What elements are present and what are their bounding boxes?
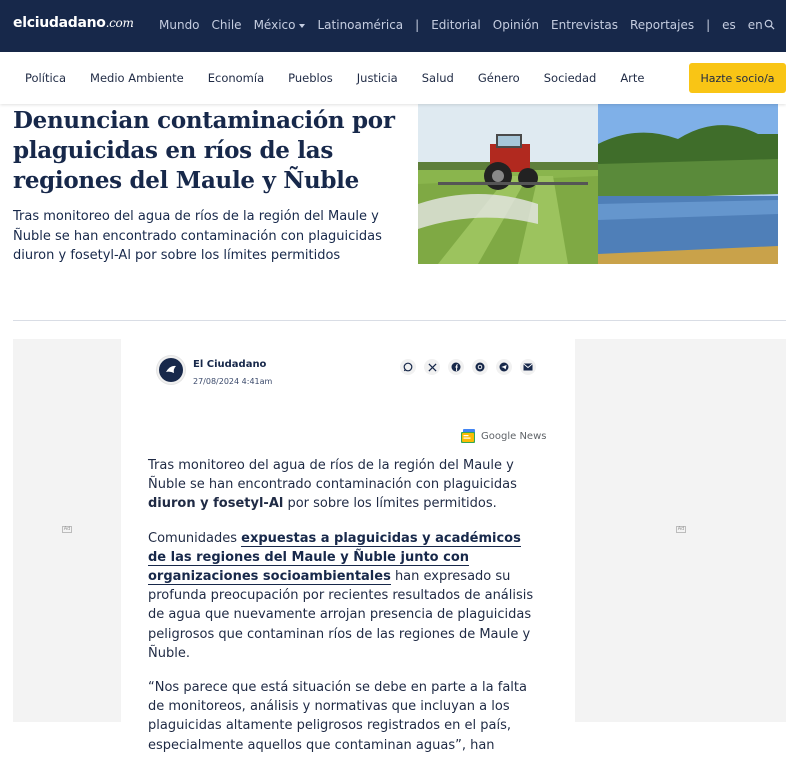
search-icon[interactable] — [764, 19, 775, 30]
x-icon[interactable] — [424, 359, 440, 375]
section-divider — [13, 320, 786, 321]
p1-end: por sobre los límites permitidos. — [283, 496, 497, 512]
paragraph-1 — [148, 456, 543, 514]
chevron-down-icon — [299, 24, 305, 28]
google-news-label: Google News — [481, 430, 547, 442]
logo-main: elciudadano — [13, 15, 106, 31]
category-bar — [0, 52, 786, 104]
nav-editorial[interactable]: Editorial — [431, 18, 481, 32]
p1-bold: diuron y fosetyl-Al — [148, 496, 284, 512]
telegram-icon[interactable] — [496, 359, 512, 375]
article-lead: Tras monitoreo del agua de ríos de la región del Maule y Ñuble se han encontrado contaminación con plaguicidas diuron y fosetyl-Al por sobre los límites permitidos — [13, 209, 382, 263]
nav-latinoamerica[interactable]: Latinoamérica — [317, 18, 404, 32]
ad-slot-left[interactable] — [13, 339, 121, 722]
author-name[interactable]: El Ciudadano — [193, 359, 267, 370]
category-pueblos[interactable]: Pueblos — [288, 71, 333, 85]
bird-logo-icon — [157, 356, 185, 384]
google-news-badge[interactable] — [461, 429, 546, 443]
nav-entrevistas[interactable]: Entrevistas — [551, 18, 618, 32]
nav-mexico-label: México — [253, 18, 296, 32]
category-justicia[interactable]: Justicia — [356, 71, 398, 85]
top-navbar — [0, 0, 786, 52]
paragraph-3: “Nos parece que está situación se debe en parte a la falta de monitoreos, análisis y normativas que incluyan a los plaguicidas altamente peligrosos registrados en el país, especialmente aquellos que contaminan aguas”, han — [148, 680, 527, 753]
share-bar — [400, 359, 544, 375]
category-medio-ambiente[interactable]: Medio Ambiente — [90, 71, 184, 85]
whatsapp-icon[interactable] — [400, 359, 416, 375]
author-avatar[interactable] — [157, 356, 185, 384]
p1-text: Tras monitoreo del agua de ríos de la región del Maule y Ñuble se han encontrado contaminación con plaguicidas — [148, 458, 517, 493]
category-salud[interactable]: Salud — [421, 71, 454, 85]
article-link[interactable]: expuestas a plaguicidas y académicos de las regiones del Maule y Ñuble junto con organizaciones socioambientales — [148, 530, 521, 585]
nav-mundo[interactable]: Mundo — [159, 18, 200, 32]
article-body — [148, 456, 543, 770]
nav-reportajes[interactable]: Reportajes — [630, 18, 695, 32]
article-title: Denuncian contaminación por plaguicidas en ríos de las regiones del Maule y Ñuble — [13, 107, 395, 194]
google-news-icon — [461, 429, 477, 443]
p2-start: Comunidades — [148, 530, 242, 546]
threads-icon[interactable] — [472, 359, 488, 375]
ad-icon: Ad — [63, 526, 71, 532]
top-nav — [159, 17, 775, 33]
category-arte[interactable]: Arte — [620, 71, 645, 85]
nav-opinion[interactable]: Opinión — [492, 18, 540, 32]
lang-es[interactable]: es — [722, 18, 736, 32]
nav-separator: | — [706, 18, 711, 32]
hero-image — [418, 104, 778, 264]
category-politica[interactable]: Política — [25, 71, 67, 85]
category-list — [25, 71, 669, 85]
nav-chile[interactable]: Chile — [211, 18, 242, 32]
nav-mexico-dropdown[interactable] — [254, 18, 306, 32]
p2-end: han expresado su profunda preocupación por recientes resultados de análisis de agua que nuevamente arrojan presencia de plaguicidas peligrosos que contaminan ríos de las regiones de Maule y Ñuble. — [148, 569, 534, 661]
category-genero[interactable]: Género — [477, 71, 520, 85]
facebook-icon[interactable] — [448, 359, 464, 375]
publish-date: 27/08/2024 4:41am — [193, 377, 273, 386]
category-sociedad[interactable]: Sociedad — [543, 71, 597, 85]
email-icon[interactable] — [520, 359, 536, 375]
category-economia[interactable]: Economía — [207, 71, 265, 85]
hazte-socio-button[interactable]: Hazte socio/a — [689, 63, 786, 93]
site-logo[interactable] — [13, 15, 134, 31]
nav-separator: | — [415, 18, 420, 32]
ad-slot-right[interactable] — [575, 339, 786, 722]
logo-domain: .com — [105, 16, 134, 30]
lang-en[interactable]: en — [747, 18, 763, 32]
ad-icon: Ad — [677, 526, 685, 532]
paragraph-2 — [148, 529, 543, 663]
